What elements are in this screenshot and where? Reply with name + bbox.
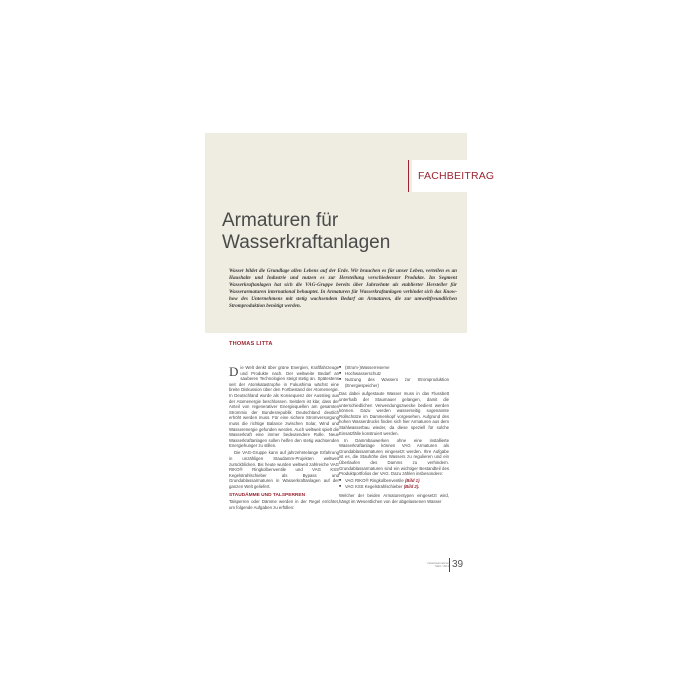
- text-column-left: [229, 365, 339, 512]
- category-tag: FACHBEITRAG: [412, 160, 500, 192]
- list-item: ■ Hochwasserschutz: [345, 371, 449, 377]
- paragraph: Welcher der beiden Armaturentypen eingesetzt wird, hängt im Wesentlichen von der abgelassenen Wasser: [339, 492, 449, 504]
- bullet-list: [339, 478, 449, 490]
- page-number: 39: [452, 559, 464, 570]
- paragraph: Die VAG-Gruppe kann auf jahrzehntelange Erfahrung in unzähligen Staudamm-Projekten weltweit zurückblicken. Bis heute wurden weltweit zahlreiche VAG RIKO® Ringkolbenventile und VAG KSS Kegelstrahlschieber als Bypass und Grundablassarmaturen in Wasserkraftanlagen auf der ganzen Welt geliefert.: [229, 450, 339, 489]
- author-name: THOMAS LITTA: [229, 341, 273, 347]
- list-item: ■ Nutzung des Wassers zur Stromproduktion (Energiespeicher): [345, 377, 449, 388]
- category-divider: [408, 160, 409, 192]
- list-item: ■ VAG RIKO® Ringkolbenventile (Bild 1): [345, 478, 449, 484]
- list-item: ■ (Strom-)Wasserreserve: [345, 365, 449, 371]
- list-item: ■ VAG KSS Kegelstrahlschieber (Bild 2).: [345, 484, 449, 490]
- figure-reference: (Bild 2).: [403, 484, 420, 490]
- section-heading: STAUDÄMME UND TALSPERREN: [229, 492, 306, 498]
- text-column-right: [339, 365, 449, 506]
- footer-publication: Industriearmaturen März / 2013: [427, 562, 449, 568]
- bullet-list: [339, 365, 449, 388]
- paragraph: Talsperren oder Dämme werden in der Regel errichtet, um folgende Aufgaben zu erfüllen:: [229, 499, 339, 510]
- paragraph: Die Welt denkt über grüne Energien, Kraftfahrzeuge und Produkte nach. Der weltweite Bedarf an sauberen Technologien steigt stetig an. Spätestens seit der Atomkatastrophe in Fukushima wächst eine breite Diskussion über den Fortbestand der Atomenergie. In Deutschland wurde als Konsequenz der Ausstieg aus der Atomenergie beschlossen. Seitdem ist klar, dass der Anteil von regenerativer Energiequellen am gesamten Strommix der Bundesrepublik Deutschland deutlich erhöht werden muss. Für eine sichere Stromversorgung muss die richtige Balance zwischen Solar, Wind und Wasserenergie gefunden werden. Auch weltweit spielt die Wasserkraft eine immer bedeutendere Rolle. Neue Wasserkraftanlagen sollen helfen den stetig wachsenden Energiehunger zu stillen.: [229, 364, 339, 449]
- dropcap: D: [229, 364, 239, 379]
- article-title: Armaturen für Wasserkraftanlagen: [222, 210, 391, 253]
- paragraph: Das dabei aufgestaute Wasser muss in das Flussbett unterhalb der Staumauer gelangen, damit die unterschiedlichen Verwendungszwecke bedient werden können. Dazu werden wasserseitig sogenannte Rollschütze im Dammenkopf vorgesehen. Aufgrund des hohen Wasserdrucks finden sich hier Armaturen aus dem Stahlwasserbau wieder, da diese speziell für solche Einsatzfälle konstruiert werden.: [339, 391, 449, 436]
- article-lead: Wasser bildet die Grundlage allen Lebens auf der Erde. Wir brauchen es für unser Leben, verteilen es an Haushalte und Industrie und nutzen es zur Herstellung verschiedenster Produkte. Im Segment Wasserkraftanlagen hat sich die VAG-Gruppe bereits über Jahrzehnte als etablierter Hersteller für Wasserarmaturen international behauptet. In Armaturen für Wasserkraftanlagen verbindet sich das Know-how des Unternehmens mit stetig wachsendem Bedarf an Armaturen, die zur umweltfreundlichen Stromproduktion benötigt werden.: [229, 268, 457, 310]
- footer-divider: [449, 558, 450, 572]
- paragraph: In Dammbauwerken ohne eine installierte Wasserkraftanlage können VAG Armaturen als Grundablassarmaturen eingesetzt werden. Ihre Aufgabe ist es, die Stauhöhe des Wassers zu regulieren und ein Überlaufen des Damms zu verhindern. Grundablassarmaturen sind ein wichtiger Bestandteil des Produktportfolios der VAG. Dazu zählen insbesondere:: [339, 437, 449, 477]
- figure-reference: (Bild 1): [404, 478, 420, 484]
